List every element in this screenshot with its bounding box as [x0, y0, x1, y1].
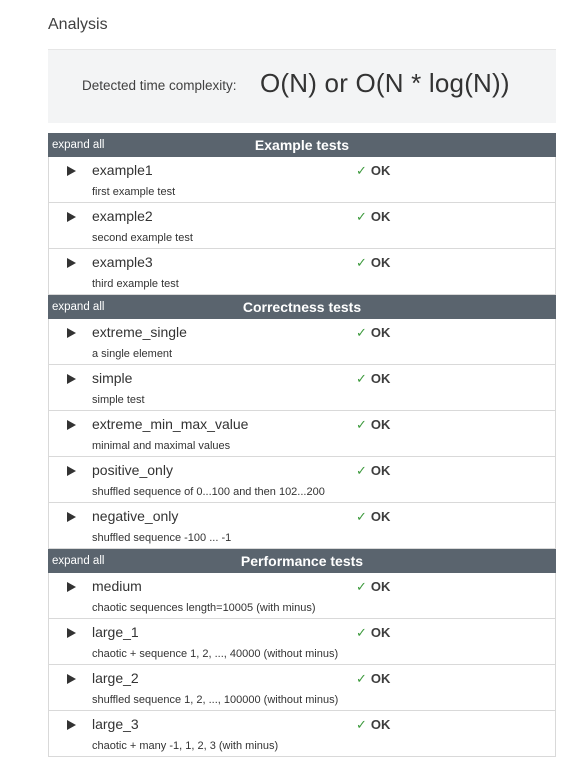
expand-all-link[interactable]: expand all	[52, 555, 105, 567]
test-status	[356, 579, 390, 595]
check-icon: ✓	[356, 671, 367, 686]
test-description: shuffled sequence of 0...100 and then 102...200	[92, 486, 325, 498]
test-row-medium[interactable]	[48, 573, 556, 619]
test-result: OK	[370, 671, 391, 686]
section-example-tests	[48, 133, 556, 295]
test-result: OK	[370, 717, 391, 732]
test-name: negative_only	[92, 508, 179, 524]
check-icon: ✓	[356, 255, 367, 270]
test-name: large_1	[92, 624, 139, 640]
triangle-right-icon[interactable]	[67, 628, 76, 638]
test-description: first example test	[92, 186, 176, 198]
test-status	[356, 417, 390, 433]
section-title: Correctness tests	[242, 299, 362, 315]
triangle-right-icon[interactable]	[67, 582, 76, 592]
triangle-right-icon[interactable]	[67, 166, 76, 176]
test-result: OK	[370, 325, 391, 340]
test-row-large-3[interactable]	[48, 711, 556, 757]
expand-all-link[interactable]: expand all	[52, 301, 105, 313]
test-name: simple	[92, 370, 133, 386]
test-description: a single element	[92, 348, 173, 360]
triangle-right-icon[interactable]	[67, 674, 76, 684]
test-row-large-2[interactable]	[48, 665, 556, 711]
test-result: OK	[370, 509, 391, 524]
test-status	[356, 163, 390, 179]
test-name: extreme_single	[92, 324, 187, 340]
test-status	[356, 371, 390, 387]
section-correctness-tests	[48, 295, 556, 549]
check-icon: ✓	[356, 163, 367, 178]
section-header	[48, 549, 556, 573]
test-name: large_3	[92, 716, 139, 732]
test-result: OK	[370, 209, 391, 224]
test-result: OK	[370, 417, 391, 432]
test-status	[356, 325, 390, 341]
test-description: shuffled sequence 1, 2, ..., 100000 (without minus)	[92, 694, 339, 706]
check-icon: ✓	[356, 509, 367, 524]
check-icon: ✓	[356, 625, 367, 640]
triangle-right-icon[interactable]	[67, 512, 76, 522]
triangle-right-icon[interactable]	[67, 374, 76, 384]
test-description: chaotic + many -1, 1, 2, 3 (with minus)	[92, 740, 279, 752]
section-title: Example tests	[254, 137, 350, 153]
expand-all-link[interactable]: expand all	[52, 139, 105, 151]
test-result: OK	[370, 163, 391, 178]
section-performance-tests	[48, 549, 556, 757]
triangle-right-icon[interactable]	[67, 420, 76, 430]
test-result: OK	[370, 255, 391, 270]
test-row-extreme-min-max-value[interactable]	[48, 411, 556, 457]
test-row-positive-only[interactable]	[48, 457, 556, 503]
test-description: minimal and maximal values	[92, 440, 231, 452]
test-description: chaotic + sequence 1, 2, ..., 40000 (without minus)	[92, 648, 339, 660]
section-header	[48, 133, 556, 157]
triangle-right-icon[interactable]	[67, 720, 76, 730]
test-description: second example test	[92, 232, 193, 244]
test-row-simple[interactable]	[48, 365, 556, 411]
test-name: example2	[92, 208, 153, 224]
page-title: Analysis	[48, 16, 108, 33]
triangle-right-icon[interactable]	[67, 212, 76, 222]
test-name: extreme_min_max_value	[92, 416, 249, 432]
section-title: Performance tests	[240, 553, 364, 569]
test-result: OK	[370, 371, 391, 386]
test-name: large_2	[92, 670, 139, 686]
test-description: chaotic sequences length=10005 (with minus)	[92, 602, 316, 614]
test-status	[356, 463, 390, 479]
test-row-example2[interactable]	[48, 203, 556, 249]
triangle-right-icon[interactable]	[67, 466, 76, 476]
check-icon: ✓	[356, 325, 367, 340]
test-row-example3[interactable]	[48, 249, 556, 295]
check-icon: ✓	[356, 717, 367, 732]
test-status	[356, 717, 390, 733]
complexity-panel	[48, 49, 556, 123]
check-icon: ✓	[356, 371, 367, 386]
test-name: medium	[92, 578, 142, 594]
triangle-right-icon[interactable]	[67, 328, 76, 338]
test-result: OK	[370, 579, 391, 594]
test-row-negative-only[interactable]	[48, 503, 556, 549]
test-status	[356, 209, 390, 225]
test-status	[356, 255, 390, 271]
test-status	[356, 625, 390, 641]
test-row-example1[interactable]	[48, 157, 556, 203]
triangle-right-icon[interactable]	[67, 258, 76, 268]
test-row-large-1[interactable]	[48, 619, 556, 665]
test-result: OK	[370, 625, 391, 640]
test-status	[356, 509, 390, 525]
test-name: example3	[92, 254, 153, 270]
test-description: shuffled sequence -100 ... -1	[92, 532, 232, 544]
complexity-label: Detected time complexity:	[82, 78, 237, 93]
check-icon: ✓	[356, 209, 367, 224]
test-name: positive_only	[92, 462, 173, 478]
check-icon: ✓	[356, 417, 367, 432]
complexity-value: O(N) or O(N * log(N))	[260, 68, 510, 98]
test-status	[356, 671, 390, 687]
check-icon: ✓	[356, 463, 367, 478]
test-name: example1	[92, 162, 153, 178]
check-icon: ✓	[356, 579, 367, 594]
test-row-extreme-single[interactable]	[48, 319, 556, 365]
test-description: third example test	[92, 278, 179, 290]
test-description: simple test	[92, 394, 145, 406]
test-result: OK	[370, 463, 391, 478]
section-header	[48, 295, 556, 319]
